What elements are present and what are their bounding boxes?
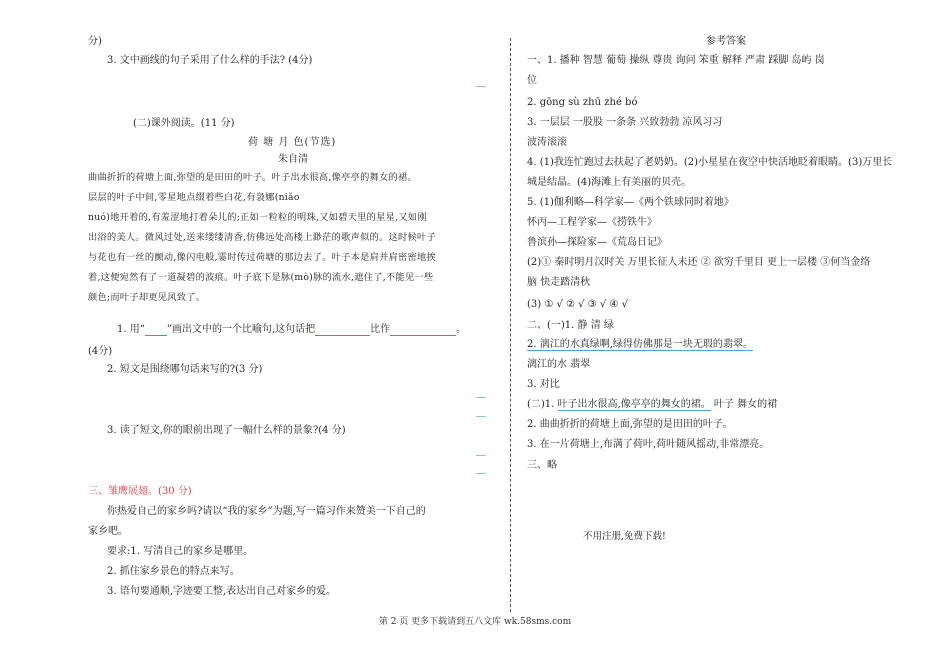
answer-line-19: 2. 曲曲折折的荷塘上面,弥望的是田田的叶子。 [527,419,733,430]
free-download-note: 不用注册,免费下载! [583,531,666,542]
answer-line-16: 漓江的水 翡翠 [527,359,591,370]
answer-line-9: 怀丙—工程学家—《捞铁牛》 [527,217,657,228]
answer-line [476,473,486,474]
section-2-title: (二)课外阅读。(11 分) [133,118,235,129]
answer-line-18-prefix: (二)1. [527,399,558,410]
q1-text-a: 1. 用“ [117,324,145,335]
answer-line-2: 位 [527,75,537,86]
answer-line [476,397,486,398]
answer-line-13: (3) ① √ ② √ ③ √ ④ √ [527,299,628,310]
answer-line-18 [527,398,777,411]
q1-text-b: ”画出文中的一个比喻句,这句话把 [166,324,316,335]
q1-text-c: 比作 [370,324,391,335]
answer-line-11: (2)① 秦时明月汉时关 万里长征人未还 ② 欲穷千里目 更上一层楼 ③何当金络 [527,257,871,268]
page-footer: 第 2 页 更多下载请到五八文库 wk.58sms.com [378,617,572,627]
answer-line-18-suffix: 叶子 舞女的裙 [710,399,778,410]
question-2: 2. 短文是围绕哪句话来写的?(3 分) [107,364,263,375]
section-3-prompt-2: 家乡吧。 [88,526,128,537]
question-1-score: (4分) [88,346,113,357]
question-1 [117,323,466,336]
section-3-title: 三、雏鹰展翅。(30 分) [88,486,192,497]
poem-author: 朱自清 [278,154,308,165]
answer-line-10: 鲁滨孙—探险家—《荒岛日记》 [527,237,667,248]
poem-title: 荷 塘 月 色(节选) [248,137,337,148]
question-3: 3. 文中画线的句子采用了什么样的手法? (4分) [107,55,313,66]
passage-line-7: 颜色;而叶子却更见风致了。 [88,292,206,303]
answer-line [476,455,486,456]
requirement-3: 3. 语句要通顺,字迹要工整,表达出自己对家乡的爱。 [107,586,337,597]
requirement-2: 2. 抓住家乡景色的特点来写。 [107,566,240,577]
answer-line-7: 城是结晶。(4)海滩上有美丽的贝壳。 [527,177,692,188]
passage-line-5: 与花也有一丝的颤动,像闪电般,霎时传过荷塘的那边去了。叶子本是肩并肩密密地挨 [88,252,436,263]
question-3b: 3. 读了短文,你的眼前出现了一幅什么样的景象?(4 分) [107,425,346,436]
q1-blank-mark[interactable] [145,335,167,336]
passage-line-2: 层层的叶子中间,零星地点缀着些白花,有袅娜(niǎo [88,192,300,203]
answer-line-5: 波涛滚滚 [527,137,567,148]
answer-line [476,416,486,417]
answer-line-17: 3. 对比 [527,379,560,390]
passage-line-3: nuó)地开着的,有羞涩地打着朵儿的;正如一粒粒的明珠,又如碧天里的星星,又如刚 [88,212,427,223]
answer-line-21: 三、略 [527,460,557,471]
left-line-continuation: 分) [88,36,102,47]
answer-line-3: 2. gōng sù zhū zhé bó [527,97,638,108]
q1-text-d: 。 [456,324,467,335]
passage-line-1: 曲曲折折的荷塘上面,弥望的是田田的叶子。叶子出水很高,像亭亭的舞女的裙。 [88,172,418,183]
passage-line-4: 出浴的美人。微风过处,送来缕缕清香,仿佛远处高楼上渺茫的歌声似的。这时候叶子 [88,232,436,243]
answer-line-8: 5. (1)伽利略—科学家—《两个铁球同时着地》 [527,197,734,208]
q1-blank-2[interactable] [390,335,456,336]
q1-blank-1[interactable] [315,335,370,336]
requirement-1: 要求:1. 写清自己的家乡是哪里。 [107,546,254,557]
answer-line [476,86,486,87]
answer-line-18-underlined: 叶子出水很高,像亭亭的舞女的裙。 [557,399,711,410]
answer-line-4: 3. 一层层 一股股 一条条 兴致勃勃 凉风习习 [527,117,723,128]
answers-title: 参考答案 [706,36,746,47]
passage-line-6: 着,这便宛然有了一道凝碧的波痕。叶子底下是脉(mò)脉的流水,遮住了,不能见一些 [88,272,434,283]
answer-line-20: 3. 在一片荷塘上,布满了荷叶,荷叶随风摇动,非常漂亮。 [527,439,770,450]
answer-line-1: 一、1. 播种 智慧 葡萄 操纵 尊贵 询问 笨重 解释 严肃 踩脚 岛屿 岗 [527,55,825,66]
answer-line-12: 脑 快走踏清秋 [527,277,591,288]
section-3-prompt-1: 你热爱自己的家乡吗?请以“我的家乡”为题,写一篇习作来赞美一下自己的 [107,506,426,517]
answer-line-14: 二、(一)1. 静 清 绿 [527,320,614,331]
answer-line-15 [527,338,753,351]
answer-line-6: 4. (1)我连忙跑过去扶起了老奶奶。(2)小星星在夜空中快活地眨着眼睛。(3)万里长 [527,157,893,168]
column-divider [510,38,511,612]
answer-line-15-underlined: 2. 漓江的水真绿啊,绿得仿佛那是一块无瑕的翡翠。 [527,339,753,350]
